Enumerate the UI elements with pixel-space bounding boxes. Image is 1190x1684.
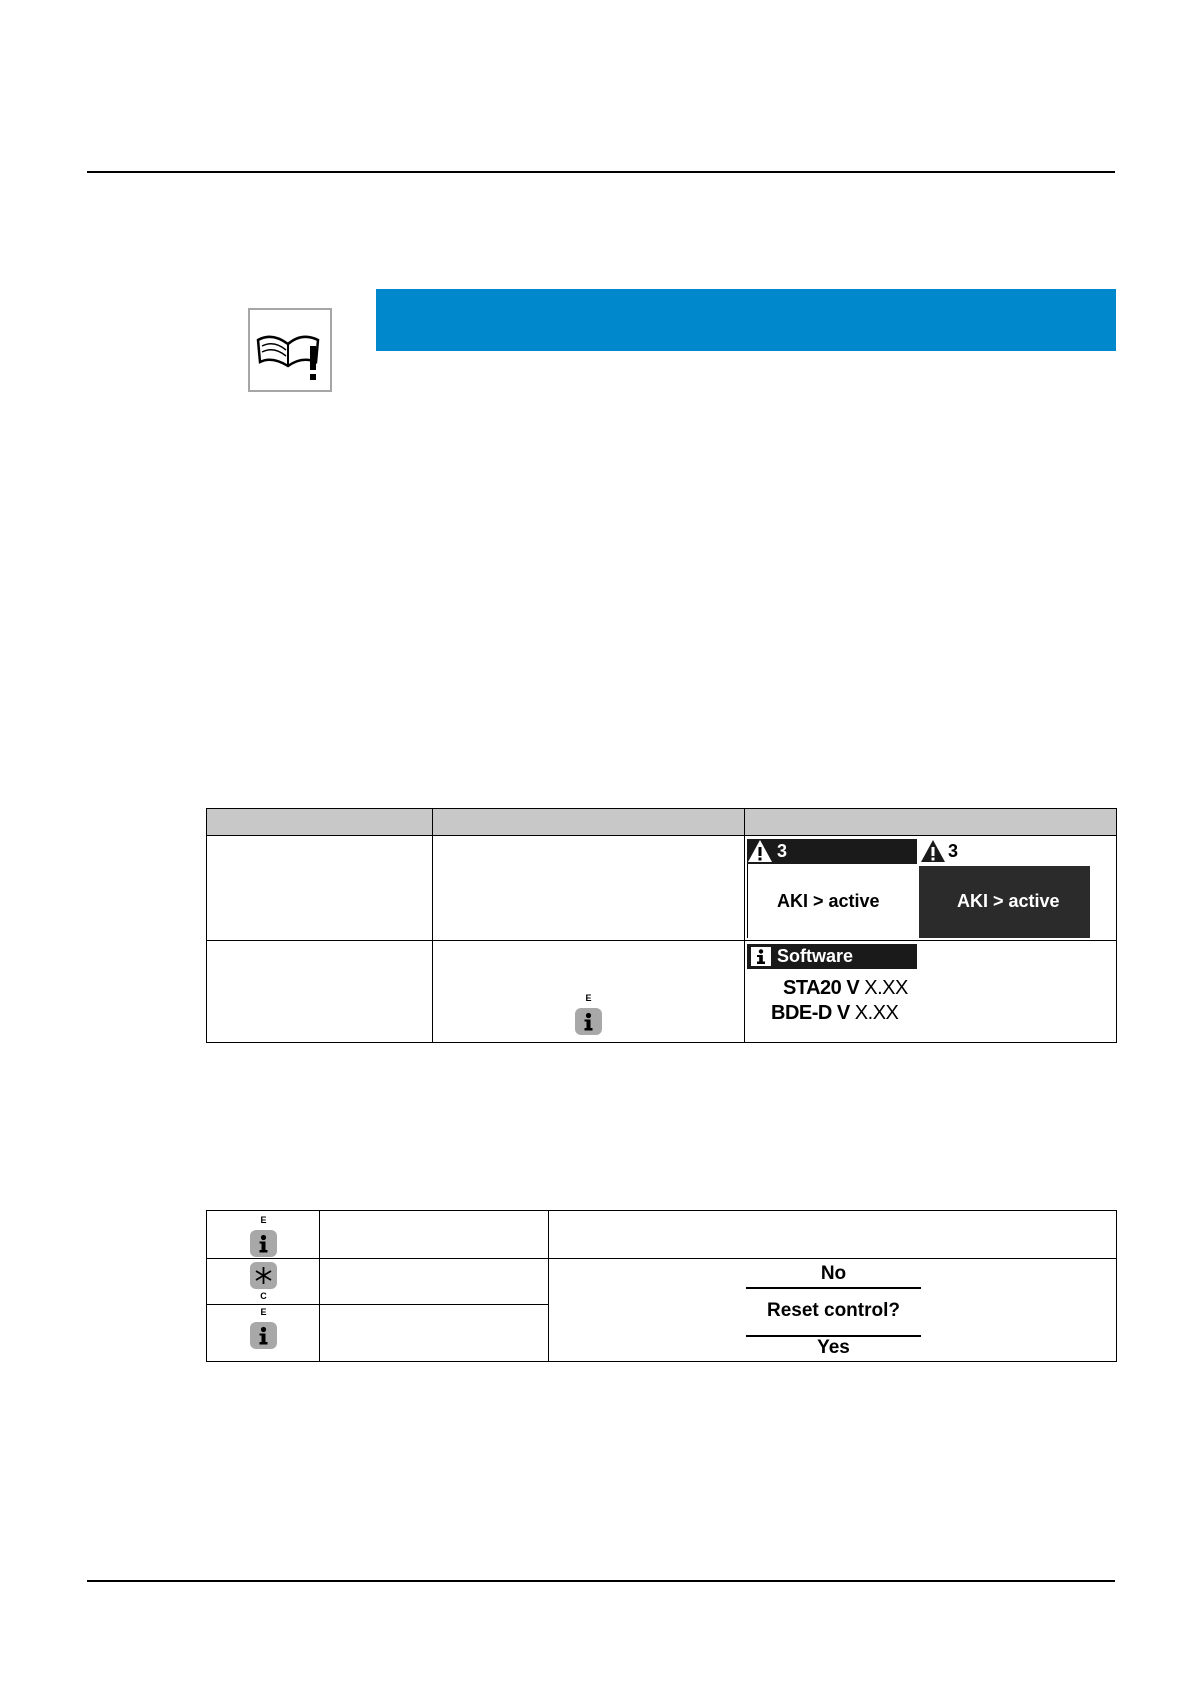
reset-table bbox=[206, 1210, 1117, 1362]
book-warning-icon bbox=[248, 308, 332, 392]
table-header-row bbox=[207, 809, 1117, 836]
key-cell bbox=[207, 1259, 320, 1305]
info-icon[interactable] bbox=[250, 1322, 277, 1349]
info-icon bbox=[751, 947, 771, 966]
info-icon[interactable] bbox=[250, 1230, 277, 1257]
reset-control-prompt: Reset control? bbox=[766, 1300, 901, 1321]
warning-display-cell bbox=[745, 836, 1117, 941]
note-heading-bar bbox=[376, 289, 1116, 351]
screen-title: Software bbox=[777, 946, 854, 966]
key-letter: E bbox=[260, 1307, 267, 1317]
warning-triangle-icon bbox=[747, 839, 773, 863]
menu-divider bbox=[746, 1287, 921, 1289]
asterisk-icon[interactable] bbox=[250, 1262, 277, 1289]
warning-message-inverted: AKI > active bbox=[919, 866, 1090, 938]
warning-count: 3 bbox=[948, 841, 959, 861]
table-row bbox=[207, 836, 1117, 941]
software-display-cell bbox=[745, 941, 1117, 1043]
header-rule bbox=[87, 171, 1115, 173]
software-title-bar bbox=[747, 944, 917, 969]
key-letter: C bbox=[260, 1291, 267, 1301]
table-row bbox=[207, 941, 1117, 1043]
key-cell bbox=[207, 1211, 320, 1259]
warning-bar bbox=[747, 839, 917, 864]
table-row bbox=[207, 1211, 1117, 1259]
display-table bbox=[206, 808, 1117, 1043]
warning-triangle-icon bbox=[920, 839, 946, 863]
software-version-line: STA20 V X.XX bbox=[783, 977, 908, 999]
software-version-line: BDE-D V X.XX bbox=[771, 1002, 899, 1024]
warning-message: AKI > active bbox=[777, 891, 880, 911]
warning-count: 3 bbox=[777, 841, 788, 861]
key-letter: E bbox=[260, 1215, 267, 1225]
key-cell bbox=[207, 1305, 320, 1362]
key-letter: E bbox=[585, 993, 592, 1003]
reset-menu-cell bbox=[549, 1259, 1117, 1362]
menu-option-no[interactable]: No bbox=[820, 1263, 847, 1284]
menu-option-yes[interactable]: Yes bbox=[817, 1337, 850, 1358]
footer-rule bbox=[87, 1580, 1115, 1582]
key-cell bbox=[433, 941, 745, 1043]
info-icon[interactable] bbox=[575, 1008, 602, 1035]
table-row bbox=[207, 1259, 1117, 1305]
